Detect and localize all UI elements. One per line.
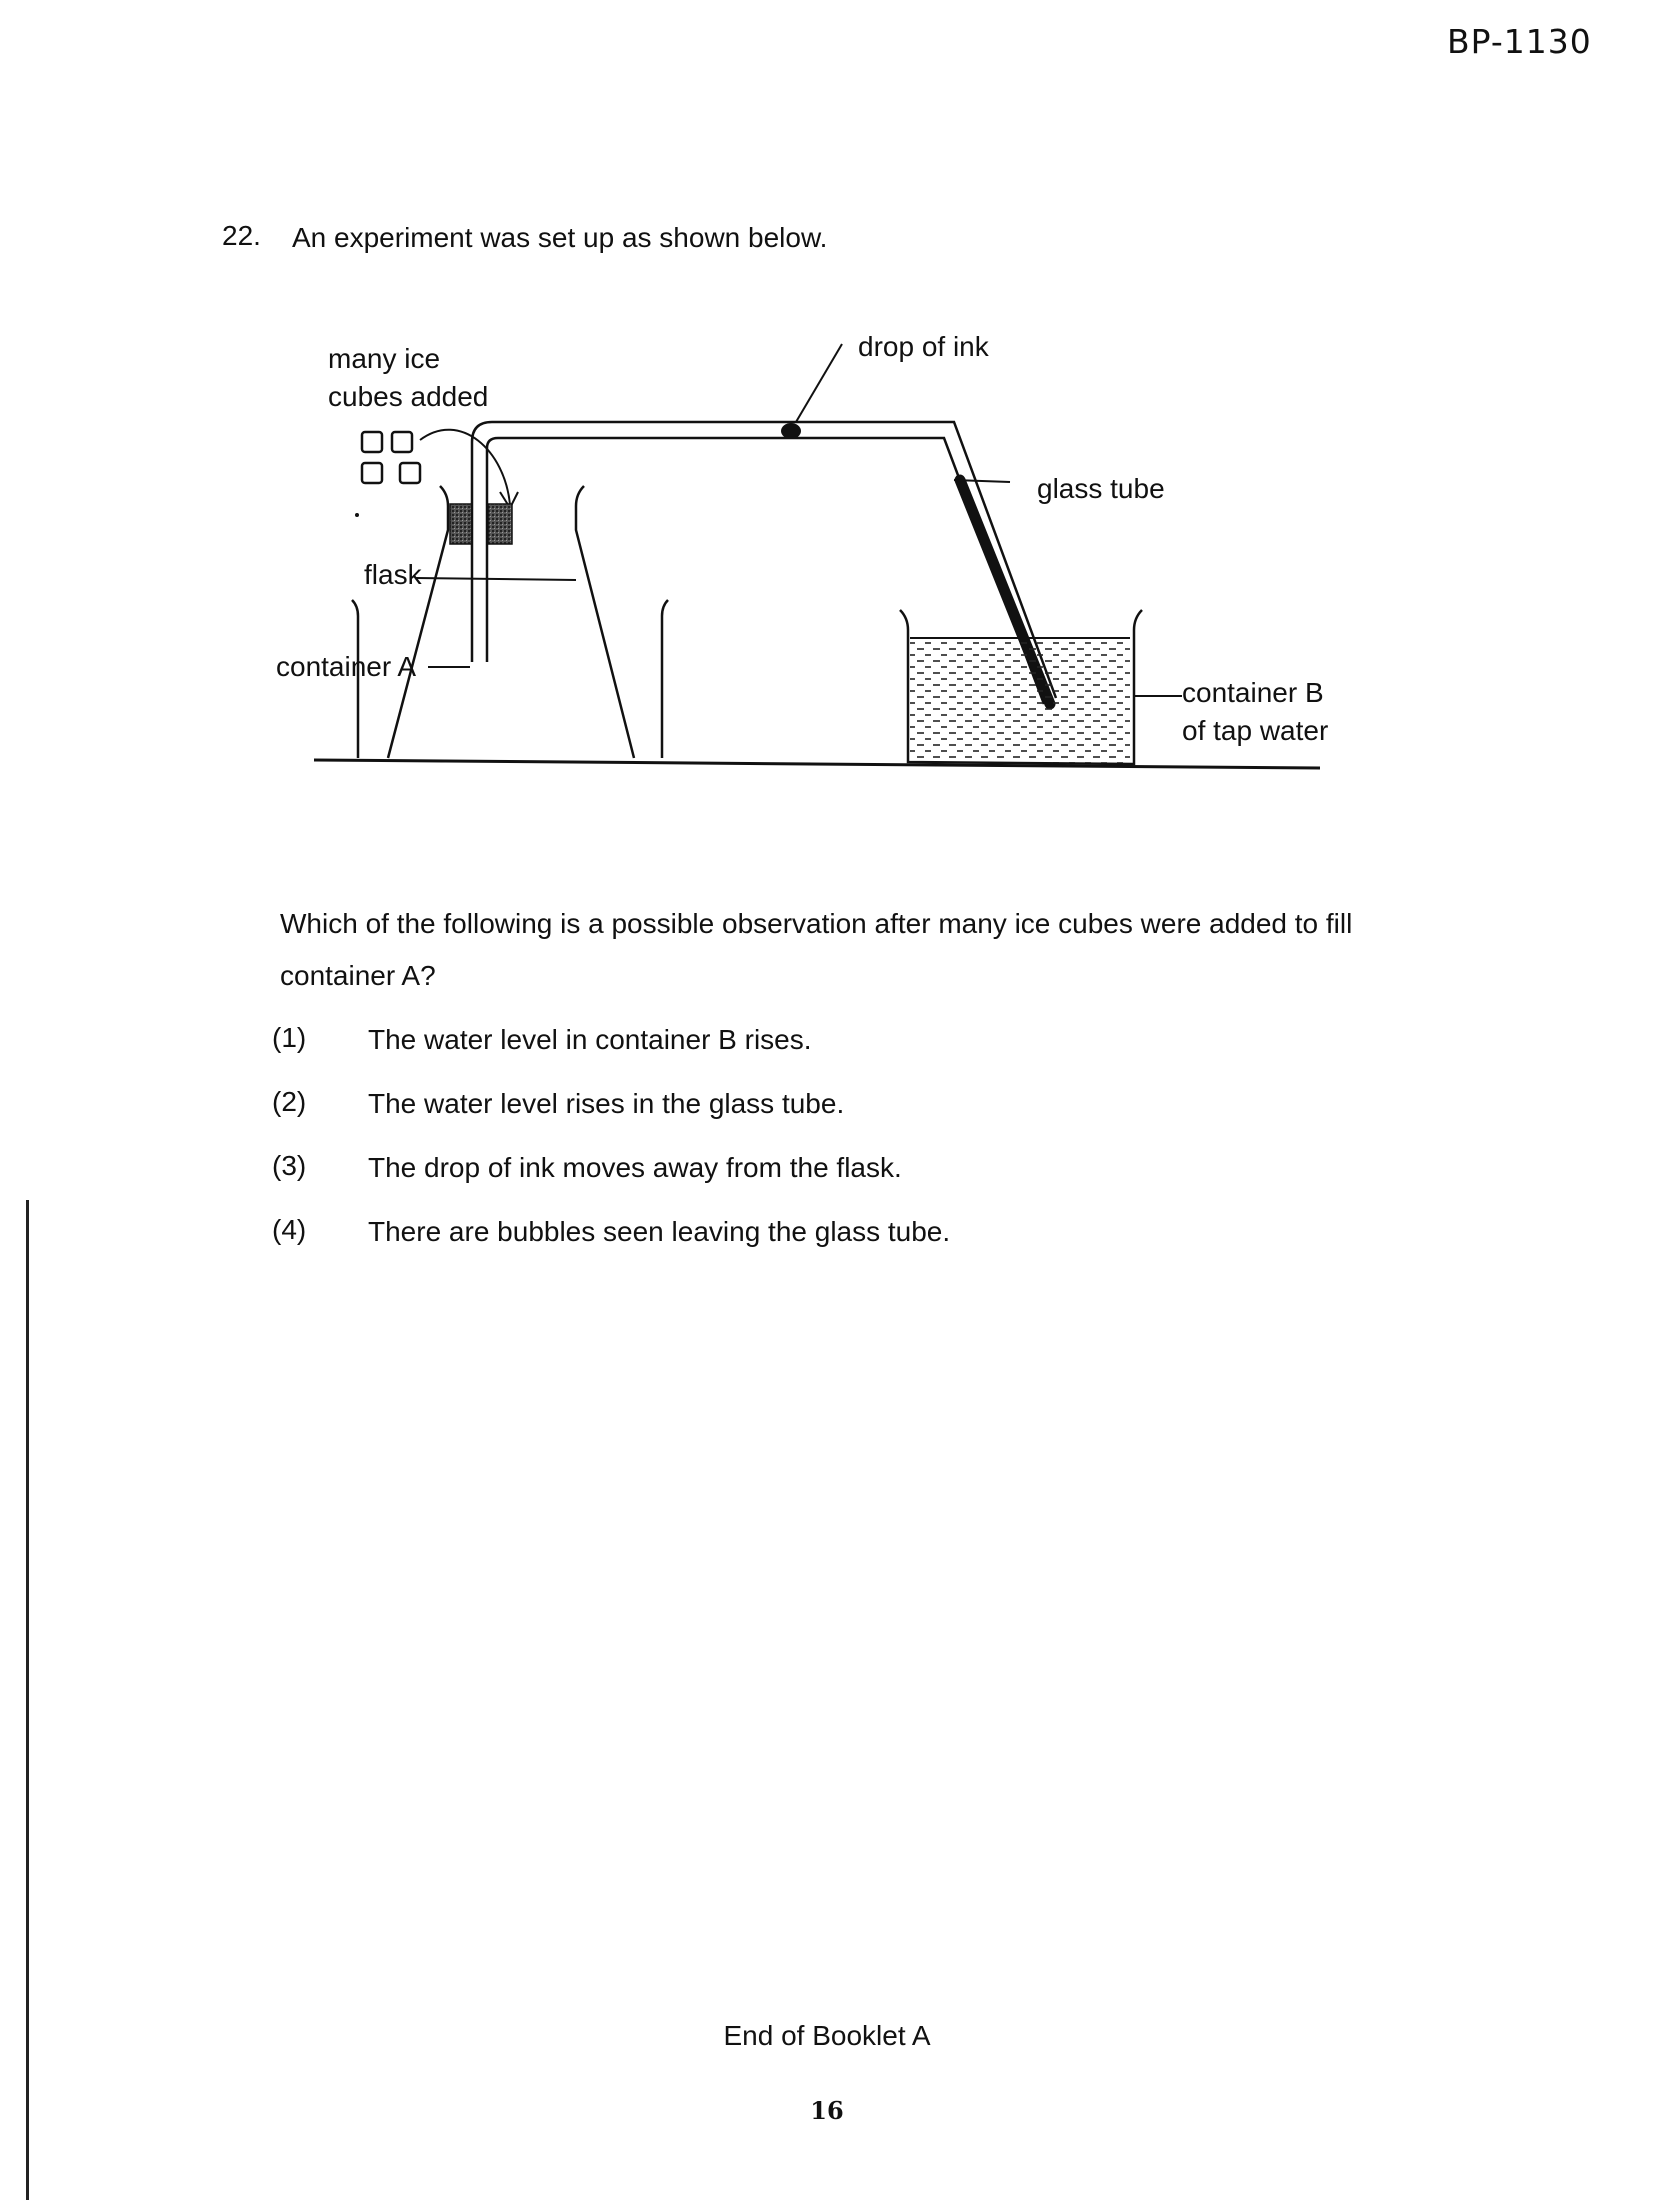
option-text: The drop of ink moves away from the flask. — [368, 1152, 902, 1183]
label-flask: flask — [364, 559, 422, 590]
flask-leader — [416, 578, 576, 580]
label-container-a: container A — [276, 651, 417, 682]
experiment-diagram — [260, 310, 1360, 830]
ink-label-leader — [796, 344, 842, 422]
option-text: There are bubbles seen leaving the glass tube. — [368, 1216, 951, 1247]
label-ice-cubes — [328, 340, 488, 416]
question-number: 22. — [222, 220, 261, 251]
label-glass-tube: glass tube — [1037, 473, 1165, 504]
stopper-left — [450, 504, 472, 544]
option-text: The water level rises in the glass tube. — [368, 1088, 845, 1119]
label-ice-line2: cubes added — [328, 381, 489, 412]
ice-cubes-icon — [362, 432, 420, 483]
stopper-right — [488, 504, 512, 544]
option-text: The water level in container B rises. — [368, 1024, 812, 1055]
option-number: (4) — [272, 1214, 307, 1245]
label-container-b-line1: container B — [1182, 677, 1324, 708]
option-number: (2) — [272, 1086, 307, 1117]
label-container-b — [1182, 674, 1328, 750]
bench-line — [314, 760, 1320, 768]
curved-arrow-icon — [420, 430, 510, 505]
label-container-b-line2: of tap water — [1182, 715, 1329, 746]
label-drop-of-ink: drop of ink — [858, 331, 989, 362]
option-number: (1) — [272, 1022, 307, 1053]
question-prompt: Which of the following is a possible observation after many ice cubes were added to fill container A? — [280, 908, 1353, 991]
end-of-booklet: End of Booklet A — [723, 2020, 931, 2051]
question-intro: An experiment was set up as shown below. — [292, 222, 828, 253]
tap-water — [910, 639, 1130, 763]
option-number: (3) — [272, 1150, 307, 1181]
page-number: 16 — [810, 2096, 844, 2125]
label-ice-line1: many ice — [328, 343, 441, 374]
paper-code: BP-1130 — [1447, 22, 1592, 61]
ink-drop-icon — [781, 423, 801, 439]
